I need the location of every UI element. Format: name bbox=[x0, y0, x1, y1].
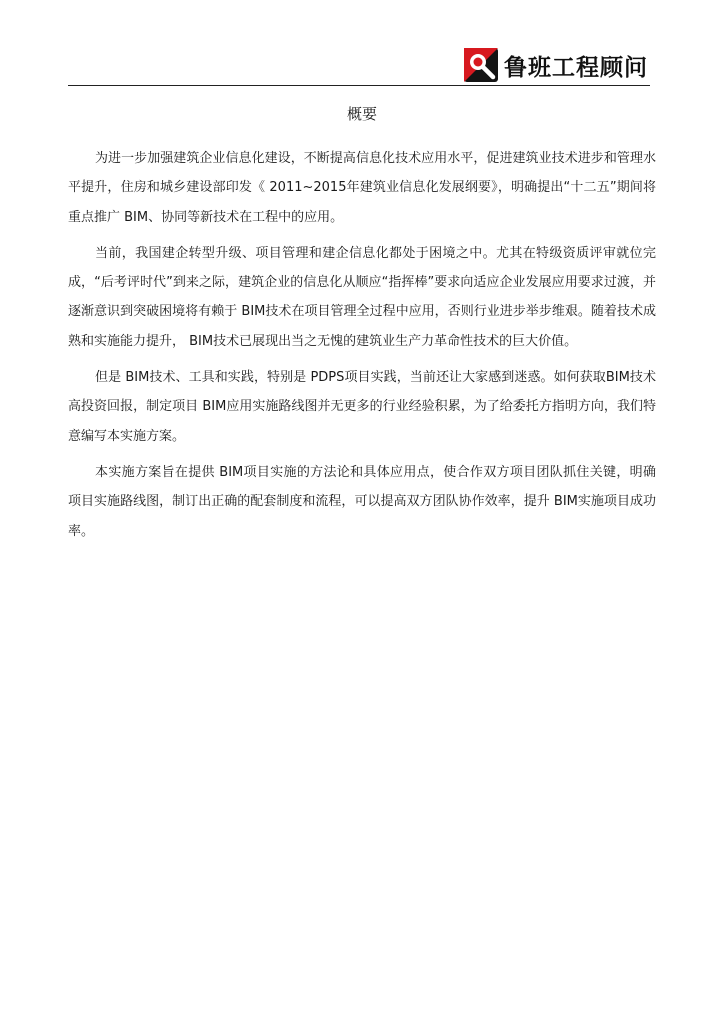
header-divider bbox=[68, 85, 650, 86]
paragraph: 但是 BIM技术、工具和实践，特别是 PDPS项目实践，当前还让大家感到迷惑。如何获取BIM技术高投资回报，制定项目 BIM应用实施路线图并无更多的行业经验积累，为了给委托方指明方向，我们特意编写本实施方案。 bbox=[68, 370, 656, 444]
company-name: 鲁班工程顾问 bbox=[504, 54, 648, 81]
page-title: 概要 bbox=[346, 105, 377, 123]
paragraph: 当前，我国建企转型升级、项目管理和建企信息化都处于困境之中。尤其在特级资质评审就位完成，“后考评时代”到来之际，建筑企业的信息化从顺应“指挥棒”要求向适应企业发展应用要求过渡，并逐渐意识到突破困境将有赖于 BIM技术在项目管理全过程中应用，否则行业进步举步维艰。随着技术成熟和实施能力提升， BIM技术已展现出当之无愧的建筑业生产力革命性技术的巨大价值。 bbox=[68, 245, 656, 349]
paragraph: 本实施方案旨在提供 BIM项目实施的方法论和具体应用点，使合作双方项目团队抓住关键，明确项目实施路线图，制订出正确的配套制度和流程，可以提高双方团队协作效率，提升 BIM实施项目成功率。 bbox=[68, 464, 656, 539]
page-header bbox=[68, 44, 650, 86]
company-logo bbox=[464, 47, 648, 83]
magnifier-logo-icon bbox=[464, 48, 498, 82]
paragraph: 为进一步加强建筑企业信息化建设，不断提高信息化技术应用水平，促进建筑业技术进步和管理水平提升，住房和城乡建设部印发《 2011~2015年建筑业信息化发展纲要》，明确提出“十二五”期间将重点推广 BIM、协同等新技术在工程中的应用。 bbox=[68, 151, 656, 225]
body-text bbox=[68, 144, 656, 553]
